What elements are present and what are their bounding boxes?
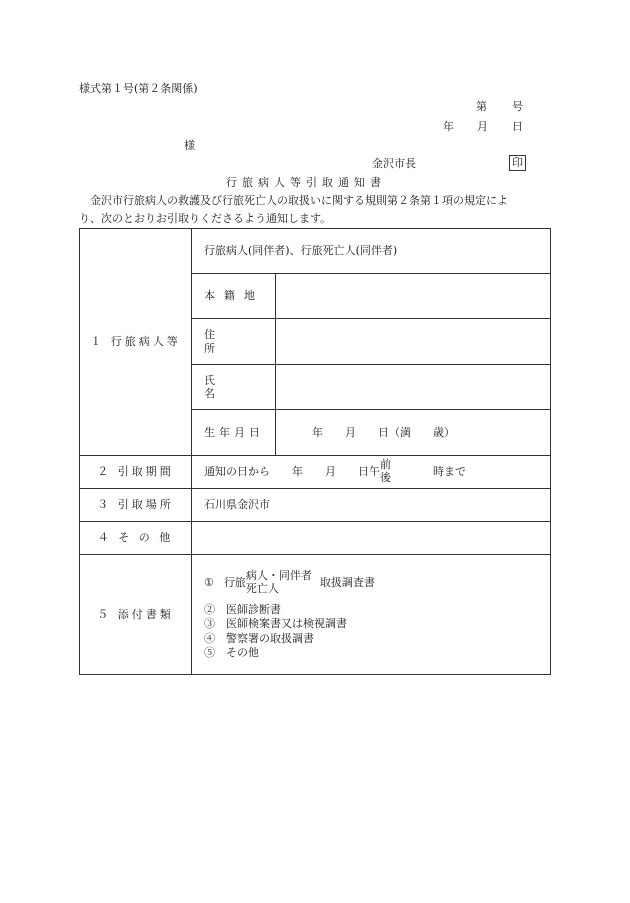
- table-row: [80, 456, 551, 489]
- pickup-location-field[interactable]: 石川県金沢市: [192, 489, 551, 522]
- document-title: 行旅病人等引取通知書: [226, 176, 386, 189]
- attachment-item-1: ① 行旅 病人・同伴者 死亡人 取扱調査書: [204, 568, 375, 595]
- section4-label: ４ そ の 他: [80, 522, 192, 555]
- notice-table: [79, 228, 551, 675]
- attachment-item-5: ⑤ その他: [204, 645, 259, 659]
- shimei-label: 氏名: [192, 365, 276, 410]
- honseki-field[interactable]: [276, 274, 551, 319]
- shimei-field[interactable]: [276, 365, 551, 410]
- jusho-field[interactable]: [276, 319, 551, 365]
- attachment-item-2: ② 医師診断書: [204, 603, 281, 617]
- pickup-period-text: 通知の日から 年 月 日午: [204, 465, 380, 479]
- jusho-label: 住所: [192, 319, 276, 365]
- table-row: [80, 555, 551, 675]
- addressee-suffix: 様: [184, 139, 195, 152]
- section5-label: ５ 添付書類: [80, 555, 192, 675]
- birthdate-label: 生年月日: [192, 410, 276, 456]
- table-row: [80, 229, 551, 274]
- pickup-period-field[interactable]: [192, 456, 551, 489]
- section3-label: ３ 引取場所: [80, 489, 192, 522]
- honseki-label: 本籍地: [192, 274, 276, 319]
- attachment-item-4: ④ 警察署の取扱調書: [204, 631, 314, 645]
- birthdate-field[interactable]: 年 月 日（満 歳）: [276, 410, 551, 456]
- doc-number-go: 号: [512, 100, 523, 113]
- seal-mark: 印: [509, 155, 526, 171]
- sender-name: 金沢市長: [372, 157, 416, 170]
- date-day: 日: [512, 120, 523, 133]
- body-text-line1: 金沢市行旅病人の救護及び行旅死亡人の取扱いに関する規則第２条第１項の規定によ: [90, 194, 508, 207]
- ampm-choice: 前 後: [380, 458, 391, 484]
- section1-label: １ 行旅病人等: [80, 229, 192, 456]
- form-number: 様式第１号(第２条関係): [79, 82, 198, 95]
- pickup-period-until: 時まで: [433, 465, 466, 479]
- attachments-list: [192, 555, 551, 675]
- table-row: [80, 489, 551, 522]
- body-text-line2: り、次のとおりお引取りくださるよう通知します。: [79, 212, 332, 225]
- other-field[interactable]: [192, 522, 551, 555]
- section1-header: 行旅病人(同伴者)、行旅死亡人(同伴者): [192, 229, 551, 274]
- date-year: 年: [443, 120, 454, 133]
- doc-number-dai: 第: [476, 100, 487, 113]
- section2-label: ２ 引取期間: [80, 456, 192, 489]
- attachment-item-3: ③ 医師検案書又は検視調書: [204, 617, 347, 631]
- date-month: 月: [477, 120, 488, 133]
- table-row: [80, 522, 551, 555]
